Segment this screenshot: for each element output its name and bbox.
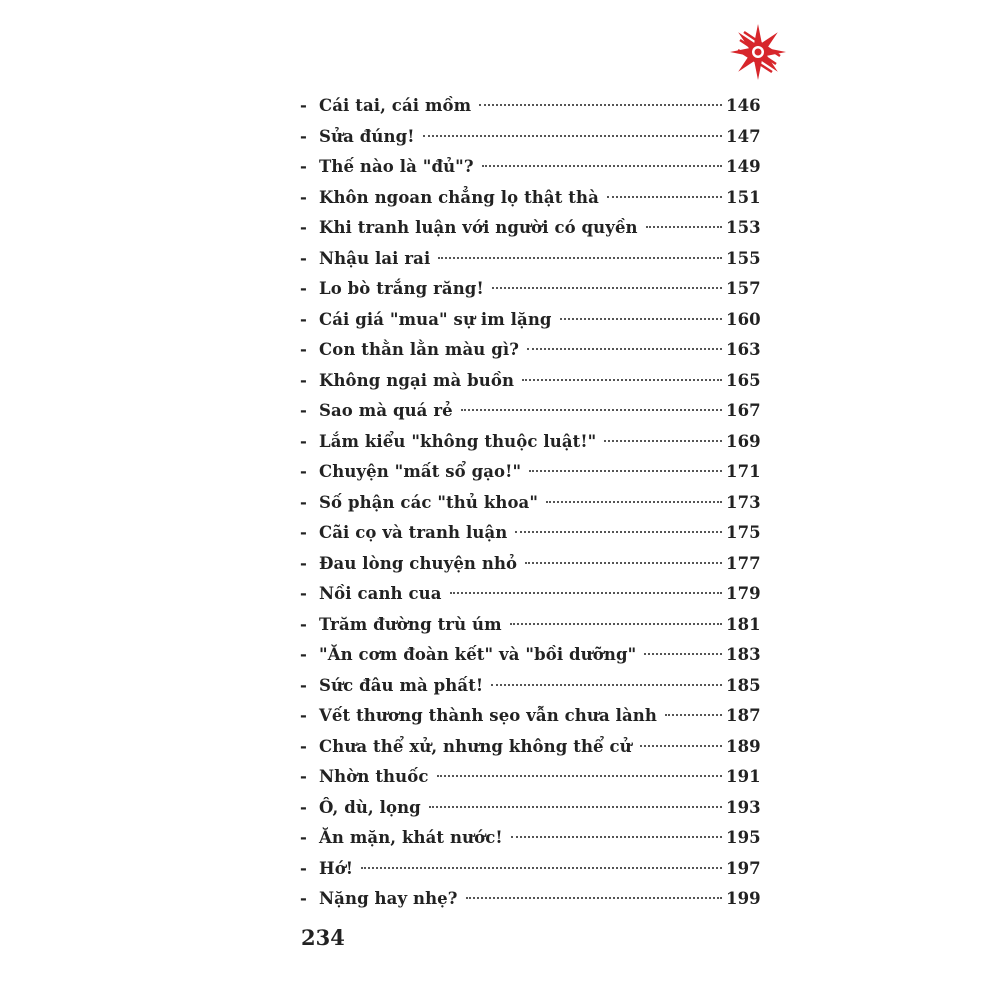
- toc-entry-dash: -: [300, 401, 307, 420]
- toc-entry-dash: -: [300, 614, 307, 634]
- toc-dot-leader: [646, 226, 722, 228]
- toc-entry-title: Trăm đường trù úm: [319, 614, 502, 634]
- toc-dot-leader: [437, 775, 723, 777]
- toc-entry-dash: -: [300, 462, 307, 481]
- toc-entry-dash: -: [300, 858, 307, 878]
- toc-entry[interactable]: [300, 823, 760, 854]
- toc-entry[interactable]: [300, 244, 760, 275]
- toc-entry-title: Hớ!: [319, 858, 354, 878]
- toc-dot-leader: [640, 745, 722, 747]
- toc-entry[interactable]: [300, 213, 760, 244]
- toc-dot-leader: [527, 348, 722, 350]
- toc-entry-title: Thế nào là "đủ"?: [319, 157, 474, 176]
- toc-entry-title: Nhờn thuốc: [319, 767, 429, 786]
- toc-dot-leader: [665, 714, 722, 716]
- toc-dot-leader: [511, 836, 722, 838]
- toc-entry-dash: -: [300, 645, 307, 664]
- toc-entry-dash: -: [300, 523, 307, 542]
- toc-dot-leader: [525, 562, 722, 564]
- toc-entry[interactable]: [300, 854, 760, 885]
- toc-entry-title: Không ngại mà buồn: [319, 370, 515, 390]
- toc-entry-title: Vết thương thành sẹo vẫn chưa lành: [319, 706, 657, 725]
- toc-entry[interactable]: [300, 884, 760, 915]
- toc-entry-page-number: 183: [726, 645, 761, 664]
- toc-dot-leader: [361, 867, 722, 869]
- toc-dot-leader: [604, 440, 722, 442]
- toc-entry[interactable]: [300, 701, 760, 732]
- toc-entry-dash: -: [300, 248, 307, 268]
- toc-entry-dash: -: [300, 309, 307, 329]
- toc-entry-page-number: 191: [726, 767, 761, 786]
- toc-entry-page-number: 147: [726, 126, 761, 146]
- toc-entry-title: Sức đâu mà phất!: [319, 675, 484, 695]
- toc-dot-leader: [515, 531, 722, 533]
- toc-entry-page-number: 151: [726, 187, 761, 207]
- toc-entry[interactable]: [300, 671, 760, 702]
- toc-entry-title: Nồi canh cua: [319, 584, 442, 603]
- toc-entry[interactable]: [300, 366, 760, 397]
- toc-dot-leader: [492, 287, 722, 289]
- toc-entry[interactable]: [300, 457, 760, 488]
- toc-entry-page-number: 187: [726, 706, 761, 725]
- toc-entry-dash: -: [300, 584, 307, 603]
- toc-entry-page-number: 171: [726, 462, 761, 481]
- toc-entry-page-number: 189: [726, 736, 761, 756]
- toc-entry-dash: -: [300, 96, 307, 115]
- toc-entry-title: Sao mà quá rẻ: [319, 401, 453, 420]
- toc-entry-title: Số phận các "thủ khoa": [319, 492, 539, 512]
- toc-entry-dash: -: [300, 157, 307, 176]
- toc-dot-leader: [450, 592, 722, 594]
- toc-entry-dash: -: [300, 370, 307, 390]
- toc-entry[interactable]: [300, 274, 760, 305]
- page-number: 234: [301, 925, 345, 950]
- toc-entry-dash: -: [300, 431, 307, 451]
- toc-entry-page-number: 197: [726, 858, 761, 878]
- toc-dot-leader: [479, 104, 722, 106]
- toc-entry[interactable]: [300, 549, 760, 580]
- toc-entry-title: Cái tai, cái mồm: [319, 96, 472, 115]
- toc-entry[interactable]: [300, 640, 760, 671]
- toc-entry[interactable]: [300, 396, 760, 427]
- toc-entry-dash: -: [300, 767, 307, 786]
- toc-entry-title: Sửa đúng!: [319, 126, 415, 146]
- toc-entry[interactable]: [300, 762, 760, 793]
- toc-entry-dash: -: [300, 340, 307, 359]
- toc-entry-dash: -: [300, 675, 307, 695]
- toc-entry[interactable]: [300, 91, 760, 122]
- toc-dot-leader: [466, 897, 722, 899]
- toc-entry-page-number: 163: [726, 340, 761, 359]
- toc-dot-leader: [423, 135, 722, 137]
- toc-dot-leader: [438, 257, 722, 259]
- toc-dot-leader: [529, 470, 722, 472]
- toc-entry[interactable]: [300, 793, 760, 824]
- toc-entry-dash: -: [300, 126, 307, 146]
- toc-dot-leader: [546, 501, 722, 503]
- toc-dot-leader: [644, 653, 722, 655]
- toc-entry[interactable]: [300, 732, 760, 763]
- toc-entry-dash: -: [300, 187, 307, 207]
- toc-entry-dash: -: [300, 828, 307, 847]
- toc-dot-leader: [491, 684, 722, 686]
- toc-entry-page-number: 155: [726, 248, 761, 268]
- toc-entry-page-number: 193: [726, 797, 761, 817]
- toc-entry-title: Chưa thể xử, nhưng không thể cử: [319, 736, 632, 756]
- toc-entry[interactable]: [300, 518, 760, 549]
- toc-entry-page-number: 195: [726, 828, 761, 847]
- toc-entry-dash: -: [300, 279, 307, 298]
- toc-entry-page-number: 179: [726, 584, 761, 603]
- toc-entry-dash: -: [300, 492, 307, 512]
- toc-dot-leader: [522, 379, 722, 381]
- toc-entry-dash: -: [300, 736, 307, 756]
- toc-entry-dash: -: [300, 553, 307, 573]
- toc-entry-page-number: 167: [726, 401, 761, 420]
- toc-entry-title: Cãi cọ và tranh luận: [319, 523, 508, 542]
- toc-entry-dash: -: [300, 218, 307, 237]
- toc-dot-leader: [510, 623, 722, 625]
- toc-entry[interactable]: [300, 488, 760, 519]
- toc-dot-leader: [429, 806, 722, 808]
- table-of-contents: [300, 91, 760, 915]
- toc-entry[interactable]: [300, 335, 760, 366]
- toc-entry-page-number: 175: [726, 523, 761, 542]
- toc-entry-title: Nhậu lai rai: [319, 248, 431, 268]
- toc-entry-title: Nặng hay nhẹ?: [319, 889, 458, 908]
- toc-dot-leader: [482, 165, 722, 167]
- toc-entry-title: Khôn ngoan chẳng lọ thật thà: [319, 187, 599, 207]
- toc-entry-page-number: 173: [726, 492, 761, 512]
- toc-dot-leader: [461, 409, 722, 411]
- toc-entry-title: Lo bò trắng răng!: [319, 279, 484, 298]
- toc-entry-title: Lắm kiểu "không thuộc luật!": [319, 431, 597, 451]
- toc-entry-dash: -: [300, 889, 307, 908]
- toc-entry-page-number: 169: [726, 431, 761, 451]
- toc-entry[interactable]: [300, 579, 760, 610]
- toc-entry-title: "Ăn cơm đoàn kết" và "bồi dưỡng": [319, 645, 637, 664]
- toc-entry-dash: -: [300, 797, 307, 817]
- toc-entry-page-number: 199: [726, 889, 761, 908]
- toc-entry-title: Chuyện "mất sổ gạo!": [319, 462, 522, 481]
- toc-entry-page-number: 185: [726, 675, 761, 695]
- toc-entry-page-number: 149: [726, 157, 761, 176]
- toc-entry-page-number: 157: [726, 279, 761, 298]
- toc-entry-title: Ăn mặn, khát nước!: [319, 828, 503, 847]
- toc-entry[interactable]: [300, 122, 760, 153]
- toc-entry[interactable]: [300, 305, 760, 336]
- toc-dot-leader: [560, 318, 722, 320]
- toc-entry[interactable]: [300, 152, 760, 183]
- toc-entry-title: Đau lòng chuyện nhỏ: [319, 553, 518, 573]
- toc-entry-page-number: 181: [726, 614, 761, 634]
- toc-entry-title: Con thằn lằn màu gì?: [319, 340, 519, 359]
- toc-entry-page-number: 160: [726, 309, 761, 329]
- toc-entry-dash: -: [300, 706, 307, 725]
- publisher-star-logo-icon: [726, 20, 790, 84]
- toc-entry-page-number: 153: [726, 218, 761, 237]
- toc-entry-title: Ô, dù, lọng: [319, 797, 421, 817]
- toc-entry[interactable]: [300, 427, 760, 458]
- toc-entry[interactable]: [300, 610, 760, 641]
- toc-entry-page-number: 146: [726, 96, 761, 115]
- toc-entry-title: Cái giá "mua" sự im lặng: [319, 309, 552, 329]
- toc-dot-leader: [607, 196, 722, 198]
- toc-entry-page-number: 165: [726, 370, 761, 390]
- toc-entry-page-number: 177: [726, 553, 761, 573]
- toc-entry-title: Khi tranh luận với người có quyền: [319, 218, 638, 237]
- toc-entry[interactable]: [300, 183, 760, 214]
